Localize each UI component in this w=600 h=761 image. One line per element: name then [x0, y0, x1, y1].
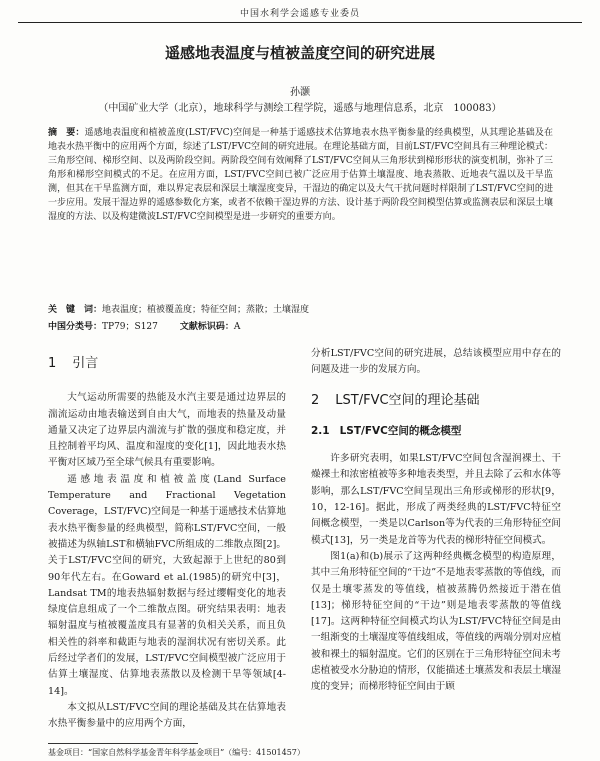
paragraph: 图1(a)和(b)展示了这两种经典概念模型的构造原理，其中三角形特征空间的“干边”不是地表零蒸散的等值线，而仅是土壤零蒸发的等值线，植被蒸腾仍然接近于潜在值[13]；梯形特征空间的“干边”则是地表零蒸散的等值线[17]。这两种特征空间模式均认为LST/FVC特征空间是由一组渐变的土壤湿度等值线组成，等值线的两端分别对应植被和裸土的辐射温度。它们的区别在于三角形特征空间未考虑植被受水分胁迫的情形，仅能描述土壤蒸发和表层土壤湿度的变异；而梯形特征空间由于顾 — [311, 550, 561, 693]
paragraph: 大气运动所需要的热能及水汽主要是通过边界层的湍流运动由地表输送到自由大气，而地表的热量及动量通量又决定了边界层内湍流与扩散的强度和稳定度，并且控制着平均风、温度和湿度的变化[1]，因此地表水热平衡对区域乃至全球气候具有重要影响。 — [48, 392, 286, 469]
abstract — [48, 126, 553, 224]
keywords-text: 地表温度；植被覆盖度；特征空间；蒸散；土壤湿度 — [102, 305, 310, 315]
author: 孙灏 — [290, 87, 310, 98]
left-column — [48, 346, 286, 733]
class-value-2: A — [233, 322, 241, 332]
abstract-label: 摘 要： — [48, 128, 85, 138]
footnote-rule — [48, 743, 198, 744]
section-number: 1 — [48, 356, 57, 371]
paragraph-continuation: 分析LST/FVC空间的研究进展，总结该模型应用中存在的问题及进一步的发展方向。 — [311, 348, 561, 376]
class-label-2: 文献标识码： — [179, 322, 234, 332]
journal-header: 中国水利学会遥感专业委员 — [239, 9, 360, 19]
header-rule — [18, 22, 582, 23]
classification — [48, 320, 553, 334]
paper-title: 遥感地表温度与植被盖度空间的研究进展 — [164, 44, 435, 62]
keywords-label: 关 键 词： — [48, 305, 103, 315]
subsection-heading — [311, 423, 561, 439]
paragraph: 许多研究表明，如果LST/FVC空间包含湿润裸土、干燥裸土和浓密植被等多种地表类型，并且去除了云和水体等影响，那么LST/FVC空间呈现出三角形或梯形的形状[9，10，12-16]。据此，形成了两类经典的LST/FVC特征空间概念模型，一类是以Carlson等为代表的三角形特征空间模式[13]，另一类是龙首等为代表的梯形特征空间模式。 — [311, 453, 561, 546]
section-title: LST/FVC空间的理论基础 — [335, 392, 480, 408]
abstract-text: 遥感地表温度和植被盖度(LST/FVC)空间是一种基于遥感技术估算地表水热平衡参量的经典模型，从其理论基础及在地表水热平衡中的应用两个方面，综述了LST/FVC空间的研究进展。在理论基础方面，目前LST/FVC空间具有三种理论模式：三角形空间、梯形空间、以及两阶段空间。两阶段空间有效阐释了LST/FVC空间从三角形状到梯形形状的演变机制，弥补了三角形和梯形空间模式的不足。在应用方面，LST/FVC空间已被广泛应用于估算土壤湿度、地表蒸散、近地表气温以及干旱监测，但其在干旱监测方面，难以界定表层和深层土壤湿度变异，干湿边的确定以及大气干扰问题时样限制了LST/FVC空间的进一步应用。发展干湿边界的遥感参数化方案，或者不依赖干湿边界的方法、设计基于两阶段空间模型估算或监测表层和深层土壤湿度的方法、以及构建微波LST/FVC空间模型是进一步研究的重要方向。 — [48, 128, 553, 222]
section-heading-theory — [311, 393, 561, 409]
section-heading-intro — [48, 356, 286, 372]
affiliation: （中国矿业大学（北京），地球科学与测绘工程学院，遥感与地理信息系，北京 100083） — [98, 103, 502, 114]
paragraph: 本文拟从LST/FVC空间的理论基础及其在估算地表水热平衡参量中的应用两个方面， — [48, 701, 286, 730]
section-title: 引言 — [72, 356, 99, 371]
subsection-number: 2.1 — [311, 424, 330, 437]
class-label-1: 中国分类号： — [48, 322, 103, 332]
section-number: 2 — [311, 392, 320, 408]
keywords — [48, 303, 553, 317]
right-column — [311, 346, 561, 696]
subsection-title: LST/FVC空间的概念模型 — [339, 424, 462, 437]
footnote: 基金项目：“国家自然科学基金青年科学基金项目”（编号：41501457） — [48, 748, 305, 757]
paragraph: 遥感地表温度和植被盖度(Land Surface Temperature and Fractional Vegetation Coverage，LST/FVC)空间是一种基于遥感技术估算地表水热平衡参量的经典模型，简称LST/FVC空间，一般被描述为纵轴LST和横轴FVC所组成的二维散点图[2]。关于LST/FVC空间的研究，大致起源于上世纪的80到90年代左右。在Goward et al.(1985)的研究中[3]，Landsat TM的地表热辐射数据与经过缨帽变化的地表绿度信息组成了一个二维散点图。研究结果表明：地表辐射温度与植被覆盖度具有显著的负相关关系，而且负相关性的斜率和截距与地表的湿润状况有密切关系。此后经过学者们的发展，LST/FVC空间模型被广泛应用于估算土壤湿度、估算地表蒸散以及检测干旱等领域[4-14]。 — [48, 473, 286, 697]
class-value-1: TP79；S127 — [102, 322, 158, 332]
